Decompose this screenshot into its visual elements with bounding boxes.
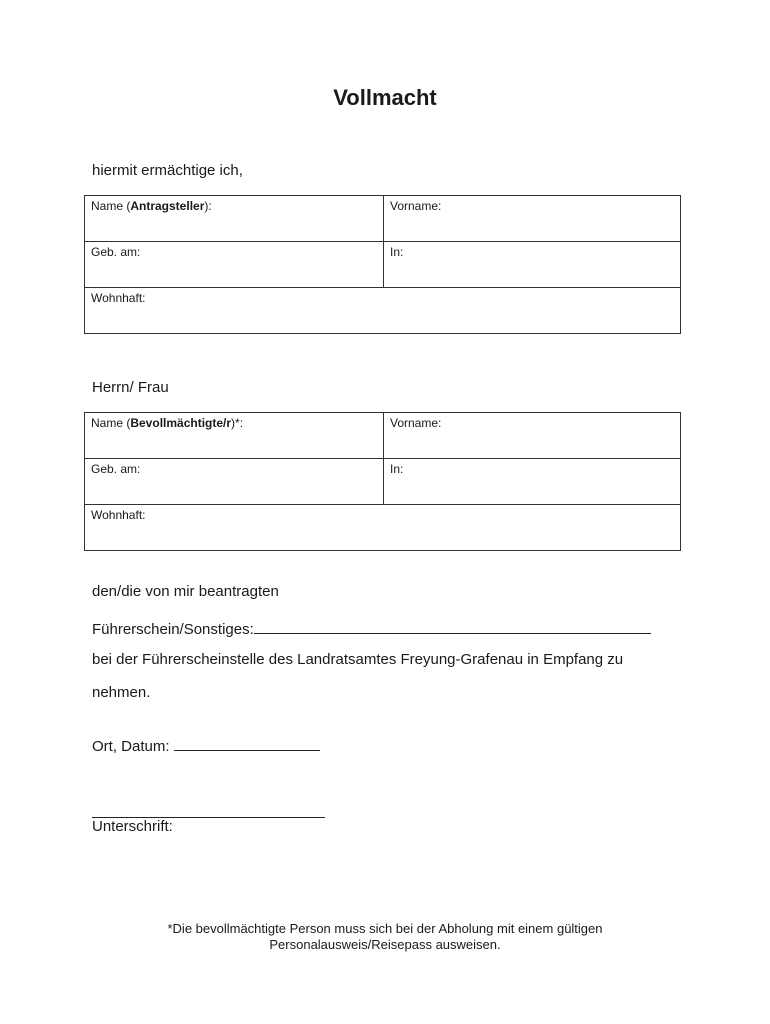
- body-line-2: [92, 617, 651, 638]
- footnote-line-1: *Die bevollmächtigte Person muss sich bei der Abholung mit einem gültigen: [167, 921, 603, 936]
- representative-wohnhaft-label: Wohnhaft:: [91, 508, 146, 522]
- body-line-3: bei der Führerscheinstelle des Landratsamtes Freyung-Grafenau in Empfang zu: [92, 651, 624, 668]
- body-line-4: nehmen.: [92, 684, 151, 701]
- page-title: Vollmacht: [333, 85, 437, 110]
- applicant-in-field[interactable]: [384, 242, 681, 288]
- ort-datum-row: [92, 734, 320, 755]
- representative-vorname-field[interactable]: [384, 413, 681, 459]
- applicant-name-field[interactable]: [85, 196, 384, 242]
- fuehrerschein-label: Führerschein/Sonstiges:: [92, 621, 254, 638]
- applicant-name-label-suffix: ):: [204, 199, 212, 213]
- representative-name-label-bold: Bevollmächtigte/r: [130, 416, 232, 430]
- applicant-table: [84, 195, 681, 334]
- applicant-in-label: In:: [390, 245, 404, 259]
- intro-text: hiermit ermächtige ich,: [92, 162, 243, 179]
- applicant-geb-field[interactable]: [85, 242, 384, 288]
- applicant-geb-label: Geb. am:: [91, 245, 141, 259]
- herr-frau-text: Herrn/ Frau: [92, 379, 169, 396]
- representative-name-label-suffix: )*:: [231, 416, 244, 430]
- ort-datum-blank[interactable]: [174, 734, 320, 751]
- applicant-name-label-prefix: Name (: [91, 199, 131, 213]
- footnote: [0, 921, 770, 953]
- representative-geb-label: Geb. am:: [91, 462, 141, 476]
- applicant-wohnhaft-field[interactable]: [85, 288, 681, 334]
- representative-name-field[interactable]: [85, 413, 384, 459]
- representative-vorname-label: Vorname:: [390, 416, 442, 430]
- footnote-line-2: Personalausweis/Reisepass ausweisen.: [269, 937, 501, 952]
- applicant-wohnhaft-label: Wohnhaft:: [91, 291, 146, 305]
- representative-name-label-prefix: Name (: [91, 416, 131, 430]
- unterschrift-label: Unterschrift:: [92, 818, 173, 835]
- ort-datum-label: Ort, Datum:: [92, 738, 170, 755]
- representative-in-label: In:: [390, 462, 404, 476]
- representative-in-field[interactable]: [384, 459, 681, 505]
- applicant-name-label-bold: Antragsteller: [130, 199, 205, 213]
- applicant-vorname-label: Vorname:: [390, 199, 442, 213]
- representative-table: [84, 412, 681, 551]
- applicant-vorname-field[interactable]: [384, 196, 681, 242]
- representative-wohnhaft-field[interactable]: [85, 505, 681, 551]
- fuehrerschein-blank[interactable]: [254, 617, 651, 634]
- body-line-1: den/die von mir beantragten: [92, 583, 279, 600]
- representative-geb-field[interactable]: [85, 459, 384, 505]
